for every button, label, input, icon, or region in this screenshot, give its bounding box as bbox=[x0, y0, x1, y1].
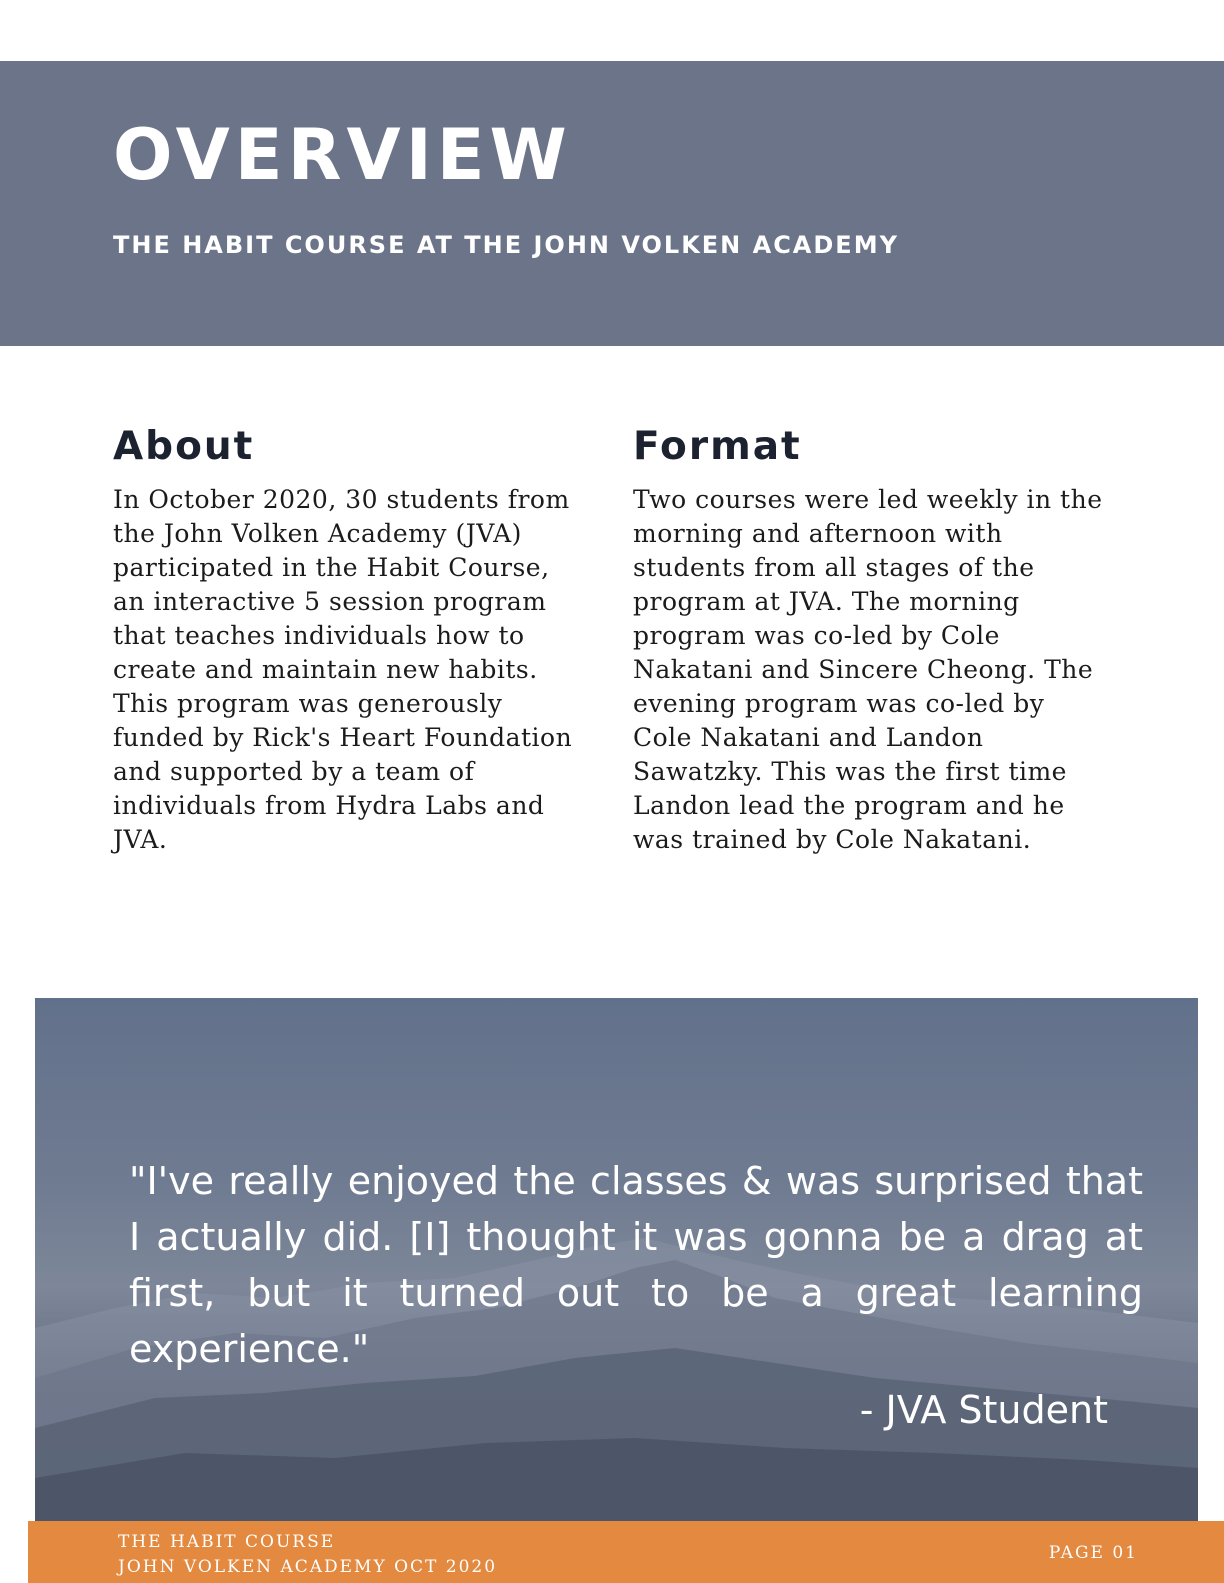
page-title: OVERVIEW bbox=[113, 114, 572, 196]
footer-academy-date: JOHN VOLKEN ACADEMY OCT 2020 bbox=[118, 1557, 498, 1577]
page-subtitle: THE HABIT COURSE AT THE JOHN VOLKEN ACADEMY bbox=[113, 231, 899, 259]
format-body: Two courses were led weekly in the morning and afternoon with students from all stages of the program at JVA. The morning program was co-led by Cole Nakatani and Sincere Cheong. The evening program was co-led by Cole Nakatani and Landon Sawatzky. This was the first time Landon lead the program and he was trained by Cole Nakatani. bbox=[633, 484, 1103, 854]
about-body: In October 2020, 30 students from the John Volken Academy (JVA) participated in the Habit Course, an interactive 5 session program that teaches individuals how to create and maintain new habits. This program was generously funded by Rick's Heart Foundation and supported by a team of individuals from Hydra Labs and JVA. bbox=[113, 484, 573, 854]
format-heading: Format bbox=[633, 424, 802, 469]
page-number: PAGE 01 bbox=[1048, 1543, 1138, 1563]
testimonial-quote: "I've really enjoyed the classes & was surprised that I actually did. [I] thought it was gonna be a drag at first, but it turned out to be a great learning experience." bbox=[129, 1159, 1143, 1371]
footer-band bbox=[28, 1521, 1224, 1583]
header-band bbox=[0, 61, 1224, 346]
quote-panel bbox=[35, 998, 1198, 1523]
footer-course-name: THE HABIT COURSE bbox=[118, 1532, 336, 1552]
about-section bbox=[113, 425, 583, 857]
testimonial-attribution: - JVA Student bbox=[859, 1388, 1108, 1432]
about-heading: About bbox=[113, 424, 255, 469]
format-section bbox=[633, 425, 1103, 857]
